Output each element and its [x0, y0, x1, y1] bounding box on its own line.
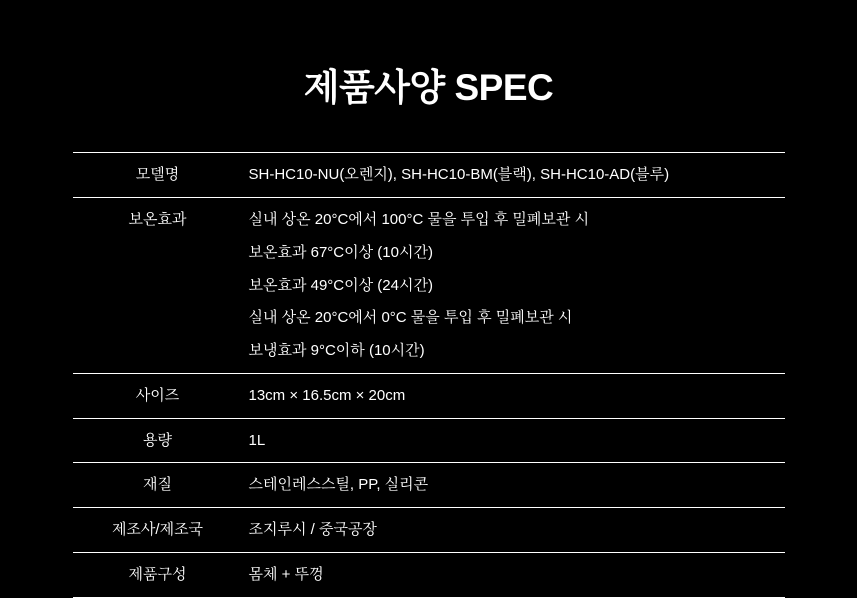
- row-value: [243, 552, 785, 597]
- table-row: [73, 552, 785, 597]
- value-line: 1L: [248, 431, 266, 449]
- table-row: [73, 153, 785, 198]
- page-title: 제품사양 SPEC: [303, 67, 554, 108]
- row-label: 제조사/제조국: [111, 521, 204, 539]
- value-line: 13cm × 16.5cm × 20cm: [248, 386, 406, 404]
- value-line: SH-HC10-NU(오렌지), SH-HC10-BM(블랙), SH-HC10-AD(블루): [248, 166, 670, 184]
- table-row: [73, 198, 785, 374]
- row-label: 보온효과: [128, 211, 187, 229]
- row-label: 제품구성: [128, 565, 187, 583]
- row-label: 모델명: [135, 166, 180, 184]
- value-line: 보온효과 67°C이상 (10시간): [248, 243, 433, 261]
- table-row: [73, 373, 785, 418]
- row-value: [243, 198, 785, 374]
- value-line: 실내 상온 20°C에서 100°C 물을 투입 후 밀폐보관 시: [248, 211, 590, 229]
- value-line: 보냉효과 9°C이하 (10시간): [248, 342, 425, 360]
- value-line: 실내 상온 20°C에서 0°C 물을 투입 후 밀폐보관 시: [248, 309, 573, 327]
- row-label: 사이즈: [135, 386, 180, 404]
- value-line: 스테인레스스틸, PP, 실리콘: [248, 476, 429, 494]
- row-label: 재질: [143, 476, 172, 494]
- row-value: [243, 418, 785, 463]
- value-line: 조지루시 / 중국공장: [248, 521, 377, 539]
- spec-table: [73, 152, 785, 597]
- spec-table-body: [73, 153, 785, 597]
- table-row: [73, 463, 785, 508]
- row-value: [243, 463, 785, 508]
- value-line: 몸체 + 뚜껑: [248, 565, 324, 583]
- value-line: 보온효과 49°C이상 (24시간): [248, 276, 433, 294]
- row-value: [243, 508, 785, 553]
- row-value: [243, 373, 785, 418]
- table-row: [73, 418, 785, 463]
- row-value: [243, 153, 785, 198]
- table-row: [73, 508, 785, 553]
- row-label: 용량: [143, 431, 172, 449]
